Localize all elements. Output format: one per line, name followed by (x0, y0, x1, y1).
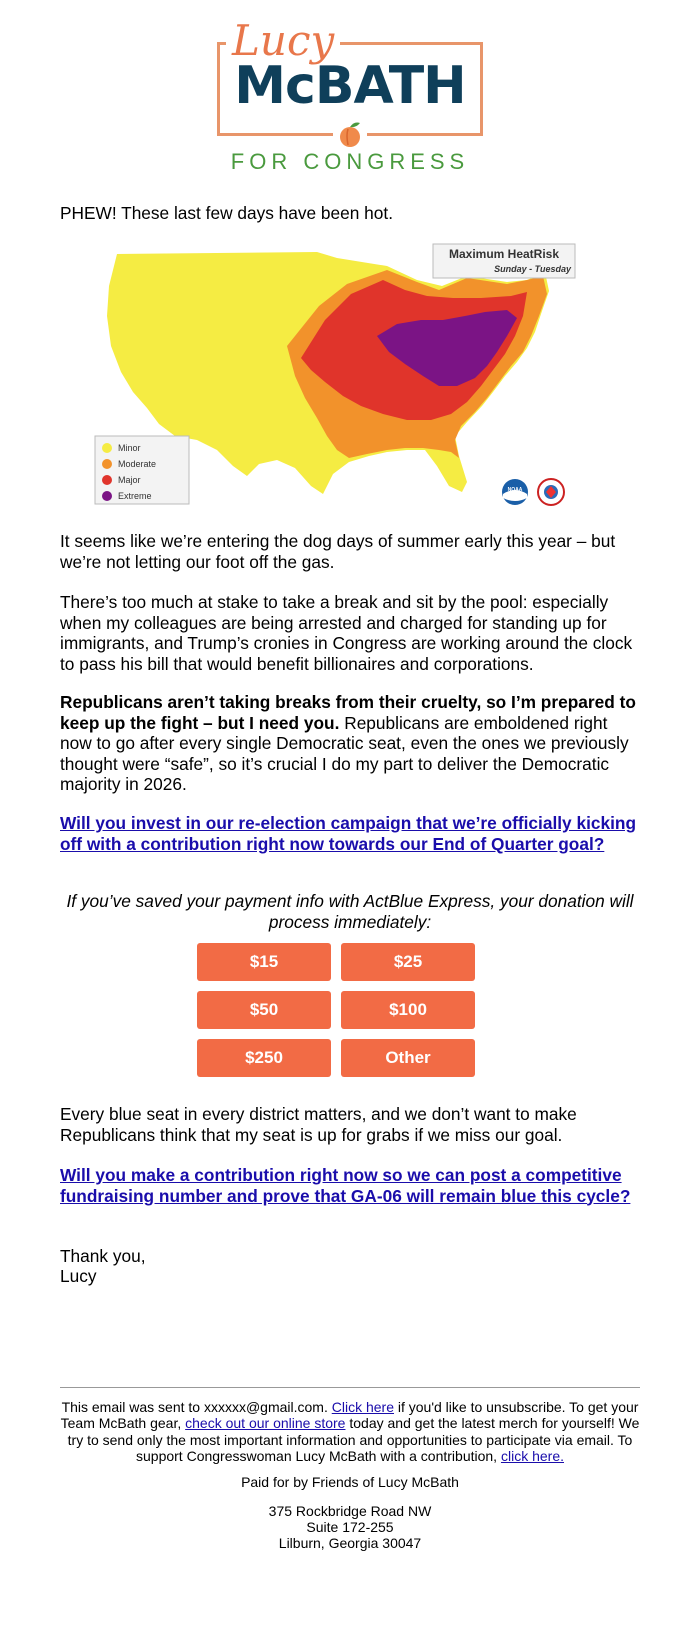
online-store-link[interactable]: check out our online store (185, 1415, 346, 1432)
donate-100-button[interactable]: $100 (341, 991, 475, 1029)
actblue-note: If you’ve saved your payment info with ActBlue Express, your donation will process immediately: (66, 891, 634, 932)
heatrisk-map (87, 236, 592, 518)
map-title: Maximum HeatRisk (448, 247, 560, 261)
legend-swatch-minor (102, 443, 112, 453)
intro-text: PHEW! These last few days have been hot. (60, 203, 394, 223)
legend-label-minor: Minor (118, 443, 141, 453)
signoff-text: Thank you, (60, 1246, 146, 1266)
footer-text-2: if you'd like to unsubscribe. To get your Team McBath gear, (60, 1399, 639, 1432)
paragraph-republicans (60, 692, 640, 795)
logo-subtitle: FOR CONGRESS (230, 149, 470, 174)
paragraph-every-blue-seat: Every blue seat in every district matters, and we don’t want to make Republicans think that my seat is up for grabs if we miss our goal. (60, 1104, 577, 1145)
nws-logo-icon (538, 479, 564, 505)
paid-for-disclaimer: Paid for by Friends of Lucy McBath (241, 1474, 459, 1490)
footer-text-1: This email was sent to xxxxxx@gmail.com. (61, 1399, 332, 1415)
legend-swatch-moderate (102, 459, 112, 469)
signature-text: Lucy (60, 1266, 97, 1286)
legend-swatch-major (102, 475, 112, 485)
noaa-logo-icon (502, 479, 528, 505)
map-subtitle: Sunday - Tuesday (494, 264, 571, 274)
legend-swatch-extreme (102, 491, 112, 501)
donate-25-button[interactable]: $25 (341, 943, 475, 981)
donate-other-button[interactable]: Other (341, 1039, 475, 1077)
support-contribution-link[interactable]: click here. (500, 1447, 564, 1464)
address-line-3: Lilburn, Georgia 30047 (278, 1535, 422, 1551)
footer-notice (60, 1399, 640, 1464)
paragraph-republicans-bold: Republicans aren’t taking breaks from their cruelty, so I’m prepared to keep up the fight – but I need you. (60, 692, 636, 733)
paragraph-too-much-at-stake: There’s too much at stake to take a break and sit by the pool: especially when my colleagues are being arrested and charged for standing up for immigrants, and Trump’s cronies in Congress are working around the clock to pass his bill that would benefit billionaires and corporations. (60, 592, 633, 674)
noaa-label: NOAA (507, 487, 523, 493)
logo-last-name: McBATH (234, 56, 466, 116)
footer-text-3: today and get the latest merch for yourself! We try to send only the most important information and opportunities to participate via email. To support Congresswoman Lucy McBath with a contribution, (67, 1415, 640, 1464)
donate-50-button[interactable]: $50 (197, 991, 331, 1029)
invest-campaign-link[interactable]: Will you invest in our re-election campaign that we’re officially kicking off with a contribution right now towards our End of Quarter goal? (60, 813, 637, 854)
paragraph-dog-days: It seems like we’re entering the dog days of summer early this year – but we’re not letting our foot off the gas. (60, 531, 616, 572)
legend-label-extreme: Extreme (118, 491, 152, 501)
campaign-logo (200, 18, 500, 178)
donate-15-button[interactable]: $15 (197, 943, 331, 981)
legend-label-moderate: Moderate (118, 459, 157, 469)
contribute-ga06-link[interactable]: Will you make a contribution right now so we can post a competitive fundraising number and prove that GA-06 will remain blue this cycle? (60, 1165, 631, 1206)
paragraph-republicans-rest: Republicans are emboldened right now to go after every single Democratic seat, even the ones we previously thought were “safe”, so it’s crucial I do my part to deliver the Democratic majority in 2026. (60, 712, 629, 794)
footer-divider (60, 1387, 640, 1388)
address-line-2: Suite 172-255 (306, 1519, 394, 1535)
unsubscribe-link[interactable]: Click here (331, 1399, 394, 1415)
donate-250-button[interactable]: $250 (197, 1039, 331, 1077)
legend-label-major: Major (118, 475, 141, 485)
address-line-1: 375 Rockbridge Road NW (268, 1503, 432, 1519)
logo-first-name: Lucy (226, 18, 340, 64)
peach-icon (333, 119, 367, 149)
